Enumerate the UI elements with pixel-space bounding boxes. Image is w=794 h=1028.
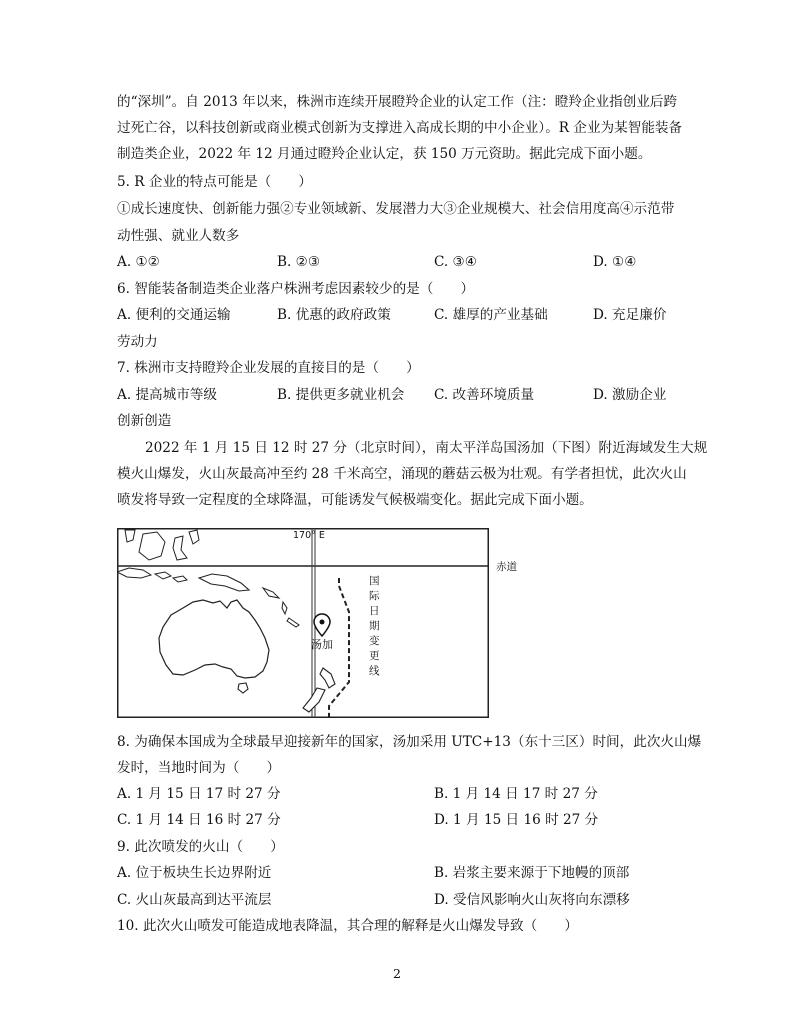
q7-option-a[interactable]: A. 提高城市等级 <box>117 387 218 403</box>
svg-text:变: 变 <box>369 635 380 647</box>
q6-option-d[interactable]: D. 充足廉价 <box>593 307 667 323</box>
tonga-pin-dot <box>320 620 325 625</box>
q9-option-c[interactable]: C. 火山灰最高到达平流层 <box>117 892 272 908</box>
q6-option-a[interactable]: A. 便利的交通运输 <box>117 307 231 323</box>
q5-option-d[interactable]: D. ①④ <box>593 254 637 270</box>
question-8-stem-line-2: 发时，当地时间为（ ） <box>117 760 281 776</box>
q7-option-d-wrap: 创新创造 <box>117 413 172 429</box>
q8-option-c[interactable]: C. 1 月 14 日 16 时 27 分 <box>117 812 281 828</box>
date-line-label <box>369 575 380 677</box>
q8-option-d[interactable]: D. 1 月 15 日 16 时 27 分 <box>434 812 599 828</box>
passage-2-line-2: 模火山爆发，火山灰最高冲至约 28 千米高空，涌现的蘑菇云极为壮观。有学者担忧，此次火山 <box>117 466 687 482</box>
passage-1-line-1: 的“深圳”。自 2013 年以来，株洲市连续开展瞪羚企业的认定工作（注：瞪羚企业指创业后跨 <box>117 94 678 110</box>
q8-option-b[interactable]: B. 1 月 14 日 17 时 27 分 <box>434 786 598 802</box>
q9-option-a[interactable]: A. 位于板块生长边界附近 <box>117 865 272 881</box>
svg-text:日: 日 <box>369 605 380 617</box>
q7-option-b[interactable]: B. 提供更多就业机会 <box>277 387 405 403</box>
q5-option-b[interactable]: B. ②③ <box>277 254 321 270</box>
q8-option-a[interactable]: A. 1 月 15 日 17 时 27 分 <box>117 786 281 802</box>
question-7-stem: 7. 株洲市支持瞪羚企业发展的直接目的是（ ） <box>117 360 420 376</box>
equator-label: 赤道 <box>496 561 517 573</box>
passage-1-line-3: 制造类企业，2022 年 12 月通过瞪羚企业认定，获 150 万元资助。据此完成下面小题。 <box>117 146 652 162</box>
q9-option-d[interactable]: D. 受信风影响火山灰将向东漂移 <box>434 892 630 908</box>
passage-2-line-3: 喷发将导致一定程度的全球降温，可能诱发气候极端变化。据此完成下面小题。 <box>117 492 593 508</box>
q6-option-b[interactable]: B. 优惠的政府政策 <box>277 307 391 323</box>
page-number: 2 <box>393 966 401 981</box>
svg-text:期: 期 <box>369 620 380 632</box>
question-8-stem-line-1: 8. 为确保本国成为全球最早迎接新年的国家，汤加采用 UTC+13（东十三区）时间，此次火山爆 <box>117 734 702 750</box>
tonga-label: 汤加 <box>311 638 333 651</box>
question-9-stem: 9. 此次喷发的火山（ ） <box>117 839 284 855</box>
q6-option-d-wrap: 劳动力 <box>117 334 158 350</box>
passage-1-line-2: 过死亡谷，以科技创新或商业模式创新为支撑进入高成长期的中小企业）。R 企业为某智能装备 <box>117 120 683 136</box>
question-5-items-line-1: ①成长速度快、创新能力强②专业领域新、发展潜力大③企业规模大、社会信用度高④示范带 <box>117 201 675 217</box>
question-5-items-line-2: 动性强、就业人数多 <box>117 228 240 244</box>
svg-text:国: 国 <box>369 575 380 587</box>
q7-option-c[interactable]: C. 改善环境质量 <box>434 387 535 403</box>
question-5-stem: 5. R 企业的特点可能是（ ） <box>117 174 312 190</box>
q7-option-d[interactable]: D. 激励企业 <box>593 387 667 403</box>
question-6-stem: 6. 智能装备制造类企业落户株洲考虑因素较少的是（ ） <box>117 281 475 297</box>
tonga-location-map <box>117 528 489 718</box>
svg-text:更: 更 <box>369 650 380 662</box>
passage-2-line-1: 2022 年 1 月 15 日 12 时 27 分（北京时间），南太平洋岛国汤加（下图）附近海域发生大规 <box>145 440 708 456</box>
svg-text:际: 际 <box>369 590 380 602</box>
question-10-stem: 10. 此次火山喷发可能造成地表降温，其合理的解释是火山爆发导致（ ） <box>117 918 578 934</box>
q9-option-b[interactable]: B. 岩浆主要来源于下地幔的顶部 <box>434 865 630 881</box>
svg-text:线: 线 <box>369 665 380 677</box>
longitude-label: 170° E <box>293 530 325 541</box>
q6-option-c[interactable]: C. 雄厚的产业基础 <box>434 307 548 323</box>
q5-option-a[interactable]: A. ①② <box>117 254 160 270</box>
q5-option-c[interactable]: C. ③④ <box>434 254 477 270</box>
